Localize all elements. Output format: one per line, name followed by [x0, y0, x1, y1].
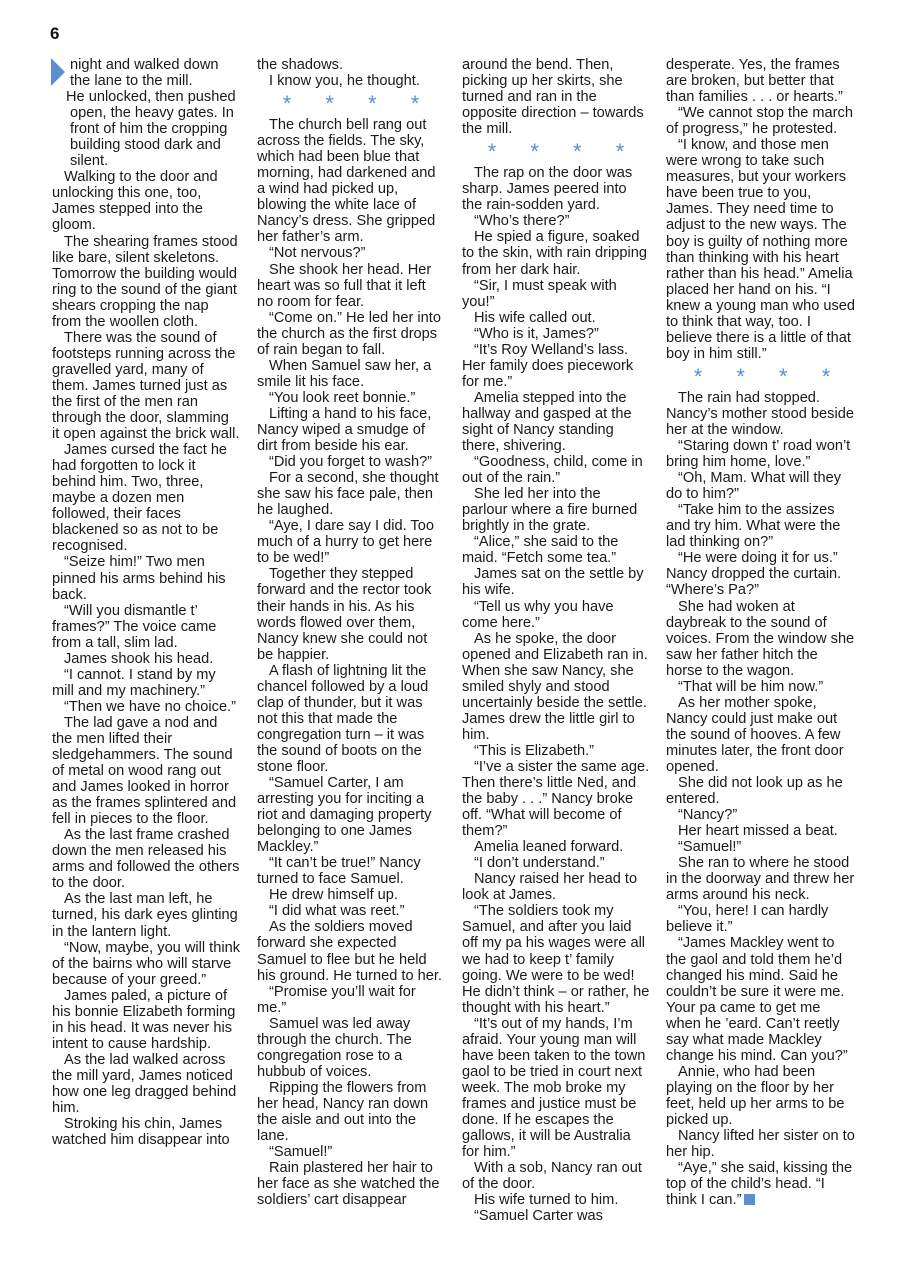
column-3: [462, 57, 650, 1224]
paragraph: There was the sound of footsteps running across the gravelled yard, many of them. James turned just as the first of the men ran through the door, slamming it open against the brick wall.: [52, 329, 240, 443]
paragraph: “Samuel Carter was: [474, 1208, 603, 1225]
paragraph: Samuel was led away through the church. The congregation rose to a hubbub of voices.: [257, 1015, 412, 1080]
paragraph: “It’s out of my hands, I’m afraid. Your young man will have been taken to the town gaol to be tried in court next week. The mob broke my frames and justice must be done. If he escapes the gallows, it will be Australia for him.”: [462, 1015, 646, 1161]
column-4: [666, 57, 858, 1208]
paragraph: His wife called out.: [474, 309, 596, 326]
paragraph: Walking to the door and unlocking this one, too, James stepped into the gloom.: [52, 169, 218, 234]
paragraph: “Who is it, James?”: [474, 325, 599, 342]
paragraph: “Then we have no choice.”: [64, 698, 236, 715]
paragraph: “Now, maybe, you will think of the bairns who will starve because of your greed.”: [52, 939, 241, 988]
paragraph: “It’s Roy Welland’s lass. Her family does piecework for me.”: [462, 341, 634, 390]
paragraph: The rap on the door was sharp. James peered into the rain-sodden yard.: [462, 165, 633, 214]
paragraph: around the bend. Then, picking up her skirts, she turned and ran in the opposite direction – towards the mill.: [462, 57, 644, 138]
paragraph: As he spoke, the door opened and Elizabeth ran in. When she saw Nancy, she smiled shyly and stood uncertainly beside the settle. James drew the little girl to him.: [462, 630, 648, 743]
paragraph: “Staring down t’ road won’t bring him home, love.”: [666, 438, 851, 471]
paragraph: Her heart missed a beat.: [678, 823, 838, 840]
paragraph-text: “Aye,” she said, kissing the top of the child’s head. “I think I can.”: [666, 1160, 853, 1209]
paragraph: “Aye, I dare say I did. Too much of a hurry to get here to be wed!”: [257, 518, 434, 567]
paragraph: Rain plastered her hair to her face as she watched the soldiers’ cart disappear: [257, 1160, 440, 1209]
paragraph: “James Mackley went to the gaol and told them he’d changed his mind. Said he couldn’t be sure it were me. Your pa came to get me when he ’eard. Can’t reetly say what made Mackley change his mind. Can you?”: [666, 935, 848, 1064]
section-break-stars: * * * *: [693, 363, 845, 389]
paragraph: As the last frame crashed down the men released his arms and followed the others to the door.: [52, 827, 240, 892]
paragraph: As the soldiers moved forward she expected Samuel to flee but he held his ground. He turned to her.: [257, 919, 442, 984]
paragraph: She did not look up as he entered.: [666, 775, 843, 808]
paragraph: “Sir, I must speak with you!”: [462, 277, 617, 310]
paragraph: As the lad walked across the mill yard, James noticed how one leg dragged behind him.: [52, 1051, 237, 1117]
paragraph: Together they stepped forward and the rector took their hands in his. As his words flowed over them, Nancy knew she could not be happier.: [257, 566, 432, 663]
paragraph: “That will be him now.”: [678, 678, 824, 695]
paragraph: the shadows.: [257, 57, 343, 73]
paragraph: “Seize him!” Two men pinned his arms behind his back.: [52, 554, 226, 603]
paragraph: She led her into the parlour where a fire burned brightly in the grate.: [462, 486, 638, 535]
paragraph: For a second, she thought she saw his face pale, then he laughed.: [257, 470, 439, 519]
end-of-story-square-icon: [744, 1194, 755, 1205]
paragraph: Amelia stepped into the hallway and gasped at the sight of Nancy standing there, shivering.: [462, 389, 632, 455]
paragraph: “I did what was reet.”: [269, 903, 405, 920]
paragraph: Nancy lifted her sister on to her hip.: [666, 1128, 855, 1161]
paragraph: “Samuel!”: [269, 1144, 333, 1161]
paragraph: “He were doing it for us.” Nancy dropped the curtain. “Where’s Pa?”: [666, 550, 842, 599]
paragraph: “I’ve a sister the same age. Then there’s little Ned, and the baby . . .” Nancy broke off. “What will become of them?”: [462, 758, 650, 840]
paragraph: “It can’t be true!” Nancy turned to face Samuel.: [257, 855, 421, 888]
paragraph: Stroking his chin, James watched him disappear into: [52, 1116, 230, 1149]
paragraph: “I know, and those men were wrong to take such measures, but your workers have been true to you, James. They need time to adjust to the new ways. The boy is guilty of nothing more than thinking with his heart rather than his head.” Amelia placed her hand on his. “I knew a young man who used to think that way, too. I believe there is a little of that boy in him still.”: [666, 137, 856, 362]
paragraph: [666, 1160, 858, 1208]
paragraph: “Come on.” He led her into the church as the first drops of rain began to fall.: [257, 309, 441, 358]
column-2: [257, 57, 445, 1208]
paragraph: “You look reet bonnie.”: [269, 389, 416, 406]
paragraph: “Nancy?”: [678, 807, 738, 824]
paragraph: His wife turned to him.: [474, 1192, 619, 1209]
paragraph: James shook his head.: [64, 650, 214, 667]
paragraph: Nancy raised her head to look at James.: [462, 871, 638, 904]
paragraph: “Samuel!”: [678, 839, 742, 856]
story-start-arrow-icon: [51, 58, 65, 86]
paragraph: James cursed the fact he had forgotten to lock it behind him. Two, three, maybe a dozen men followed, their faces blackened so as not to be recognised.: [52, 442, 228, 555]
paragraph: “Promise you’ll wait for me.”: [257, 983, 416, 1016]
paragraph: As the last man left, he turned, his dark eyes glinting in the lantern light.: [52, 891, 238, 940]
paragraph: He spied a figure, soaked to the skin, with rain dripping from her dark hair.: [462, 229, 647, 278]
paragraph: “The soldiers took my Samuel, and after you laid off my pa his wages were all we had to keep t’ family going. We were to be wed! He didn’t think – or rather, he thought with his heart.”: [462, 903, 650, 1016]
paragraph: “Alice,” she said to the maid. “Fetch some tea.”: [462, 534, 619, 567]
page-number: 6: [50, 24, 60, 43]
paragraph: With a sob, Nancy ran out of the door.: [462, 1160, 642, 1193]
paragraph: She had woken at daybreak to the sound of voices. From the window she saw her father hitch the horse to the wagon.: [666, 598, 855, 679]
paragraph: “We cannot stop the march of progress,” he protested.: [666, 105, 853, 138]
paragraph: “Goodness, child, come in out of the rain.”: [462, 454, 643, 487]
paragraph: “Take him to the assizes and try him. What were the lad thinking on?”: [666, 502, 841, 551]
paragraph: “I don’t understand.”: [474, 855, 605, 872]
paragraph: “Who’s there?”: [474, 213, 570, 230]
paragraph: The church bell rang out across the fields. The sky, which had been blue that morning, had darkened and a wind had picked up, blowing the white lace of Nancy’s dress. She gripped her father’s arm.: [257, 117, 436, 246]
paragraph: A flash of lightning lit the chancel followed by a loud clap of thunder, but it was not this that made the congregation turn – it was the sound of boots on the stone floor.: [257, 662, 429, 775]
paragraph: The rain had stopped. Nancy’s mother stood beside her at the window.: [666, 389, 854, 438]
paragraph: The lad gave a nod and the men lifted their sledgehammers. The sound of metal on wood rang out and James looked in horror as the frames splintered and fell in pieces to the floor.: [52, 714, 237, 828]
paragraph: She shook her head. Her heart was so full that it left no room for fear.: [257, 261, 432, 310]
paragraph: Amelia leaned forward.: [474, 839, 624, 856]
paragraph: The shearing frames stood like bare, silent skeletons. Tomorrow the building would ring to the sound of the giant shears cropping the nap from the woollen cloth.: [52, 233, 238, 330]
column-1: [52, 57, 240, 1148]
paragraph: [52, 57, 240, 89]
paragraph: “Will you dismantle t’ frames?” The voice came from a tall, slim lad.: [52, 602, 217, 651]
paragraph: I know you, he thought.: [269, 73, 420, 90]
paragraph-text: He unlocked, then pushed open, the heavy gates. In front of him the cropping building stood dark and silent.: [66, 89, 236, 170]
paragraph: “Not nervous?”: [269, 245, 366, 262]
paragraph: James paled, a picture of his bonnie Elizabeth forming in his head. It was never his intent to cause hardship.: [52, 987, 236, 1052]
paragraph: “Oh, Mam. What will they do to him?”: [666, 470, 841, 503]
paragraph: He drew himself up.: [269, 887, 398, 904]
paragraph: “This is Elizabeth.”: [474, 742, 595, 759]
section-break-stars: * * * *: [487, 139, 639, 165]
section-break-stars: * * * *: [282, 91, 434, 117]
paragraph: “Samuel Carter, I am arresting you for inciting a riot and damaging property belonging to one James Mackley.”: [257, 775, 432, 856]
paragraph: Annie, who had been playing on the floor by her feet, held up her arms to be picked up.: [666, 1063, 845, 1128]
paragraph: “Did you forget to wash?”: [269, 454, 433, 471]
paragraph: Lifting a hand to his face, Nancy wiped a smudge of dirt from beside his ear.: [257, 405, 432, 455]
paragraph-text: night and walked down the lane to the mill.: [70, 57, 219, 90]
paragraph: “You, here! I can hardly believe it.”: [666, 903, 829, 936]
paragraph: Ripping the flowers from her head, Nancy ran down the aisle and out into the lane.: [257, 1079, 429, 1145]
paragraph: desperate. Yes, the frames are broken, but better that than families . . . or hearts.”: [666, 57, 843, 106]
paragraph: When Samuel saw her, a smile lit his face.: [257, 357, 432, 390]
paragraph: As her mother spoke, Nancy could just make out the sound of hooves. A few minutes later, the front door opened.: [666, 694, 844, 775]
paragraph: James sat on the settle by his wife.: [462, 566, 644, 599]
paragraph: She ran to where he stood in the doorway and threw her arms around his neck.: [666, 855, 855, 904]
paragraph: “Tell us why you have come here.”: [462, 598, 614, 631]
paragraph: [52, 89, 240, 169]
paragraph: “I cannot. I stand by my mill and my machinery.”: [52, 666, 216, 699]
